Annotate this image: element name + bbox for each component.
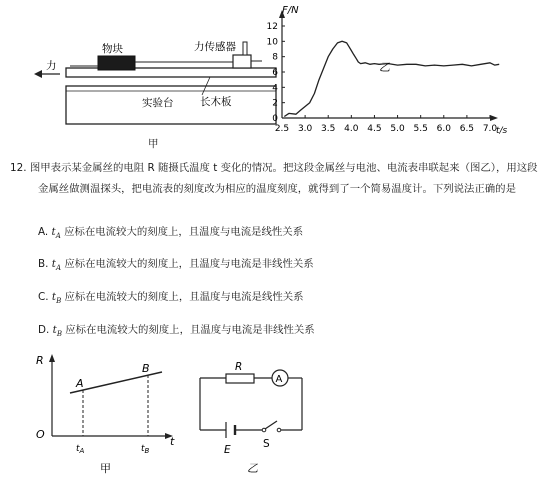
option-a-var: t bbox=[51, 226, 56, 238]
battery-symbol bbox=[226, 422, 235, 438]
option-c-text: 应标在电流较大的刻度上，且温度与电流是线性关系 bbox=[64, 291, 304, 303]
force-label: 力 bbox=[46, 60, 57, 72]
chart-x-tick-label: 6.0 bbox=[436, 124, 451, 134]
resistance-temperature-graph bbox=[30, 352, 190, 480]
force-series-line bbox=[284, 41, 499, 116]
option-d-var: t bbox=[52, 324, 57, 336]
chart-y-tick-label: 12 bbox=[266, 22, 278, 32]
resistor-label: R bbox=[235, 361, 243, 373]
figure-bottom-right-caption: 乙 bbox=[247, 462, 258, 475]
tick-tb-label: $t_B$ bbox=[141, 444, 150, 455]
chart-x-tick-label: 7.0 bbox=[482, 124, 498, 134]
thermometer-circuit bbox=[190, 352, 330, 480]
tick-ta-label: $t_A$ bbox=[76, 444, 85, 455]
sensor-label: 力传感器 bbox=[194, 41, 236, 53]
origin-label: O bbox=[36, 428, 45, 441]
resistor-symbol bbox=[226, 374, 254, 383]
option-a-text: 应标在电流较大的刻度上，且温度与电流是线性关系 bbox=[64, 226, 304, 238]
figure-top-left-caption: 甲 bbox=[148, 138, 159, 150]
question-line-1: 图甲表示某金属丝的电阻 R 随摄氏温度 t 变化的情况。把这段金属丝与电池、电流表串联起来（图乙），用这段 bbox=[29, 162, 538, 174]
option-b-sub: A bbox=[55, 264, 61, 273]
chart-x-arrow bbox=[490, 115, 498, 121]
option-b[interactable] bbox=[38, 255, 314, 272]
option-a-label: A. bbox=[38, 226, 49, 238]
chart-y-tick-label: 10 bbox=[266, 37, 278, 48]
battery-label: E bbox=[224, 444, 231, 456]
option-d-text: 应标在电流较大的刻度上，且温度与电流是非线性关系 bbox=[65, 324, 315, 336]
chart-y-tick-label: 4 bbox=[272, 83, 278, 94]
force-time-chart bbox=[258, 0, 518, 150]
point-b-label: B bbox=[142, 362, 150, 375]
table-label: 实验台 bbox=[142, 97, 174, 109]
t-axis-label: t bbox=[170, 435, 175, 448]
chart-x-tick-label: 6.5 bbox=[459, 124, 475, 134]
option-c-label: C. bbox=[38, 291, 49, 303]
chart-x-tick-label: 5.0 bbox=[390, 124, 405, 134]
chart-x-tick-label: 3.5 bbox=[321, 124, 336, 134]
option-c-var: t bbox=[51, 291, 57, 303]
question-line-2: 金属丝做测温探头，把电流表的刻度改为相应的温度刻度，就得到了一个简易温度计。下列说法正确的是 bbox=[38, 183, 516, 195]
chart-caption: 乙 bbox=[379, 61, 390, 74]
switch-label: S bbox=[263, 438, 270, 450]
point-a-label: A bbox=[76, 377, 84, 390]
chart-y-tick-label: 0 bbox=[272, 114, 278, 124]
option-a-sub: A bbox=[55, 232, 61, 241]
r-axis-label: R bbox=[36, 354, 44, 367]
chart-xlabel: t/s bbox=[496, 126, 508, 136]
ammeter-label: A bbox=[275, 374, 283, 385]
switch-symbol bbox=[262, 421, 281, 432]
option-a[interactable] bbox=[38, 223, 303, 240]
option-c[interactable] bbox=[38, 288, 304, 305]
chart-y-tick-label: 2 bbox=[272, 98, 278, 109]
figure-bottom-left-caption: 甲 bbox=[100, 462, 111, 475]
chart-x-tick-label: 4.5 bbox=[367, 124, 382, 134]
chart-x-tick-label: 5.5 bbox=[413, 124, 428, 134]
block-label: 物块 bbox=[102, 43, 123, 55]
option-b-text: 应标在电流较大的刻度上，且温度与电流是非线性关系 bbox=[64, 258, 314, 270]
option-b-label: B. bbox=[38, 258, 49, 270]
block bbox=[98, 56, 135, 70]
question-number: 12. bbox=[10, 162, 27, 174]
option-d[interactable] bbox=[38, 321, 315, 338]
board-label: 长木板 bbox=[200, 96, 232, 108]
chart-x-tick-label: 4.0 bbox=[344, 124, 359, 134]
option-b-var: t bbox=[51, 258, 56, 270]
chart-y-tick-label: 8 bbox=[272, 52, 278, 63]
option-c-sub: B bbox=[56, 297, 62, 306]
chart-ylabel: F/N bbox=[282, 5, 299, 16]
option-d-label: D. bbox=[38, 324, 50, 336]
chart-x-tick-label: 2.5 bbox=[274, 124, 290, 134]
option-d-sub: B bbox=[56, 330, 62, 339]
chart-x-tick-label: 3.0 bbox=[297, 124, 313, 134]
chart-y-tick-label: 6 bbox=[272, 68, 278, 78]
